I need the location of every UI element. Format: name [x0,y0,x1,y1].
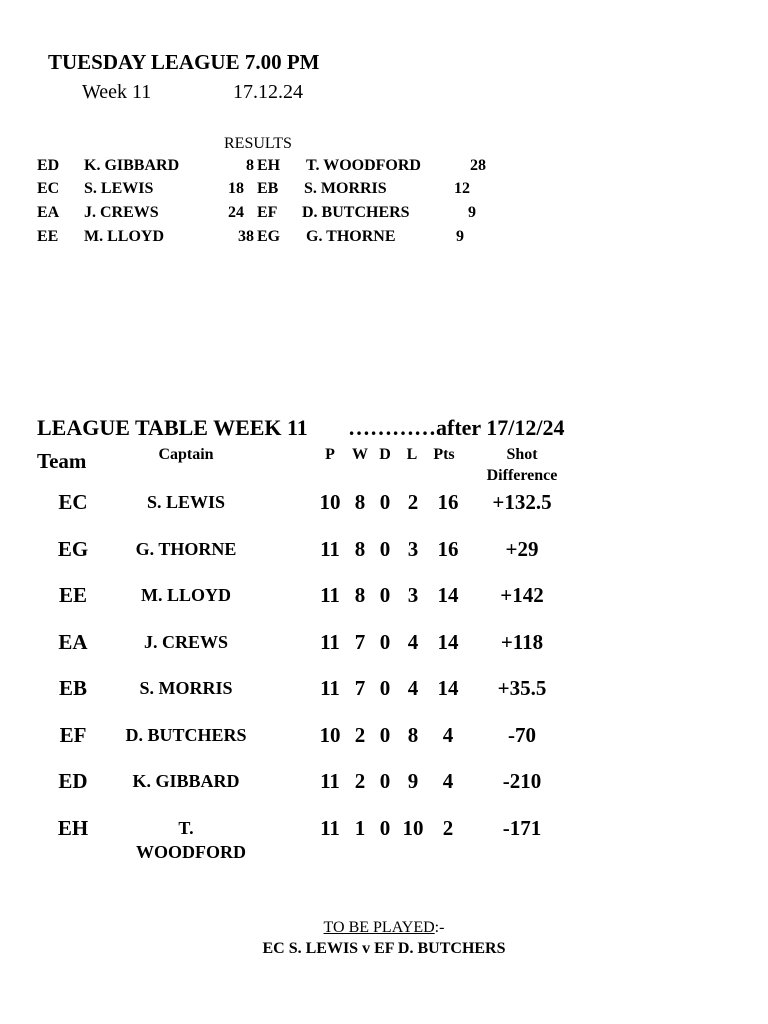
result-home-score: 38 [238,228,254,245]
result-away-score: 9 [468,204,476,221]
played-value: 11 [320,583,340,607]
drawn-value: 0 [379,490,391,514]
team-code: EE [58,583,87,607]
drawn-value: 0 [379,676,391,700]
team-captain: J. CREWS [143,632,228,652]
league-table-title: LEAGUE TABLE WEEK 11 [37,415,308,440]
won-value: 8 [354,537,366,561]
to-be-played-heading [0,919,768,937]
to-be-played-label: TO BE PLAYED [323,919,435,936]
won-value: 8 [354,490,366,514]
drawn-value: 0 [379,723,391,747]
team-captain: K. GIBBARD [132,771,240,791]
result-home-captain: J. CREWS [84,204,159,221]
header-shot-line1: Shot [506,446,538,463]
played-value: 11 [320,630,340,654]
header-won: W [352,446,368,463]
result-away-team: EG [257,228,281,245]
lost-value: 3 [407,583,419,607]
team-captain: M. LLOYD [141,585,231,605]
result-away-team: EF [257,204,278,221]
team-captain: S. MORRIS [139,678,233,698]
shot-difference-value: +118 [500,630,544,654]
drawn-value: 0 [379,816,391,840]
team-captain: S. LEWIS [146,492,226,512]
won-value: 2 [354,723,366,747]
drawn-value: 0 [379,583,391,607]
points-value: 14 [437,630,459,654]
drawn-value: 0 [379,769,391,793]
points-value: 4 [442,723,454,747]
result-away-score: 12 [454,180,470,197]
result-home-score: 8 [246,157,254,174]
points-value: 16 [437,490,459,514]
shot-difference-value: +142 [500,583,544,607]
to-be-played-fixture: EC S. LEWIS v EF D. BUTCHERS [262,940,506,957]
shot-difference-value: -70 [508,723,536,747]
result-away-team: EH [257,157,281,174]
header-team: Team [37,449,87,473]
team-captain: D. BUTCHERS [125,725,247,745]
lost-value: 3 [407,537,419,561]
week-date: 17.12.24 [233,81,303,103]
lost-value: 10 [402,816,424,840]
result-home-team: EA [37,204,60,221]
points-value: 2 [442,816,454,840]
points-value: 14 [437,583,459,607]
lost-value: 9 [407,769,419,793]
result-away-captain: D. BUTCHERS [302,204,410,221]
played-value: 11 [320,537,340,561]
lost-value: 2 [407,490,419,514]
results-heading: RESULTS [224,135,292,152]
lost-value: 4 [407,676,419,700]
lost-value: 8 [407,723,419,747]
page-title: TUESDAY LEAGUE 7.00 PM [48,50,320,74]
played-value: 10 [319,490,341,514]
header-lost: L [406,446,418,463]
result-home-team: EC [37,180,60,197]
lost-value: 4 [407,630,419,654]
result-away-score: 9 [456,228,464,245]
shot-difference-value: +132.5 [492,490,552,514]
result-away-team: EB [257,180,279,197]
header-shot-line2: Difference [486,467,558,484]
played-value: 11 [320,769,340,793]
result-away-score: 28 [470,157,486,174]
result-away-captain: S. MORRIS [304,180,387,197]
shot-difference-value: -210 [502,769,542,793]
header-played: P [325,446,335,463]
points-value: 16 [437,537,459,561]
team-code: EG [57,537,89,561]
won-value: 8 [354,583,366,607]
week-label: Week 11 [82,81,152,103]
result-home-captain: S. LEWIS [84,180,154,197]
to-be-played-suffix: :- [434,919,445,936]
result-home-captain: K. GIBBARD [84,157,180,174]
header-points: Pts [433,446,455,463]
won-value: 1 [354,816,366,840]
drawn-value: 0 [379,537,391,561]
played-value: 11 [320,816,340,840]
team-code: EA [58,630,88,654]
team-code: EH [57,816,89,840]
team-code: EC [58,490,88,514]
header-drawn: D [379,446,391,463]
result-home-score: 18 [228,180,244,197]
shot-difference-value: +29 [505,537,539,561]
shot-difference-value: +35.5 [497,676,547,700]
team-captain: G. THORNE [135,539,237,559]
points-value: 4 [442,769,454,793]
won-value: 7 [354,630,366,654]
header-captain: Captain [158,446,214,463]
team-captain: T. WOODFORD [136,818,246,862]
played-value: 10 [319,723,341,747]
points-value: 14 [437,676,459,700]
team-code: EB [58,676,87,700]
league-table-after-date: …………after 17/12/24 [348,415,565,440]
shot-difference-value: -171 [502,816,542,840]
played-value: 11 [320,676,340,700]
drawn-value: 0 [379,630,391,654]
team-code: EF [59,723,87,747]
result-home-team: EE [37,228,59,245]
team-code: ED [58,769,88,793]
won-value: 7 [354,676,366,700]
result-home-captain: M. LLOYD [84,228,164,245]
won-value: 2 [354,769,366,793]
result-home-score: 24 [228,204,244,221]
result-away-captain: G. THORNE [306,228,396,245]
result-away-captain: T. WOODFORD [306,157,421,174]
result-home-team: ED [37,157,60,174]
